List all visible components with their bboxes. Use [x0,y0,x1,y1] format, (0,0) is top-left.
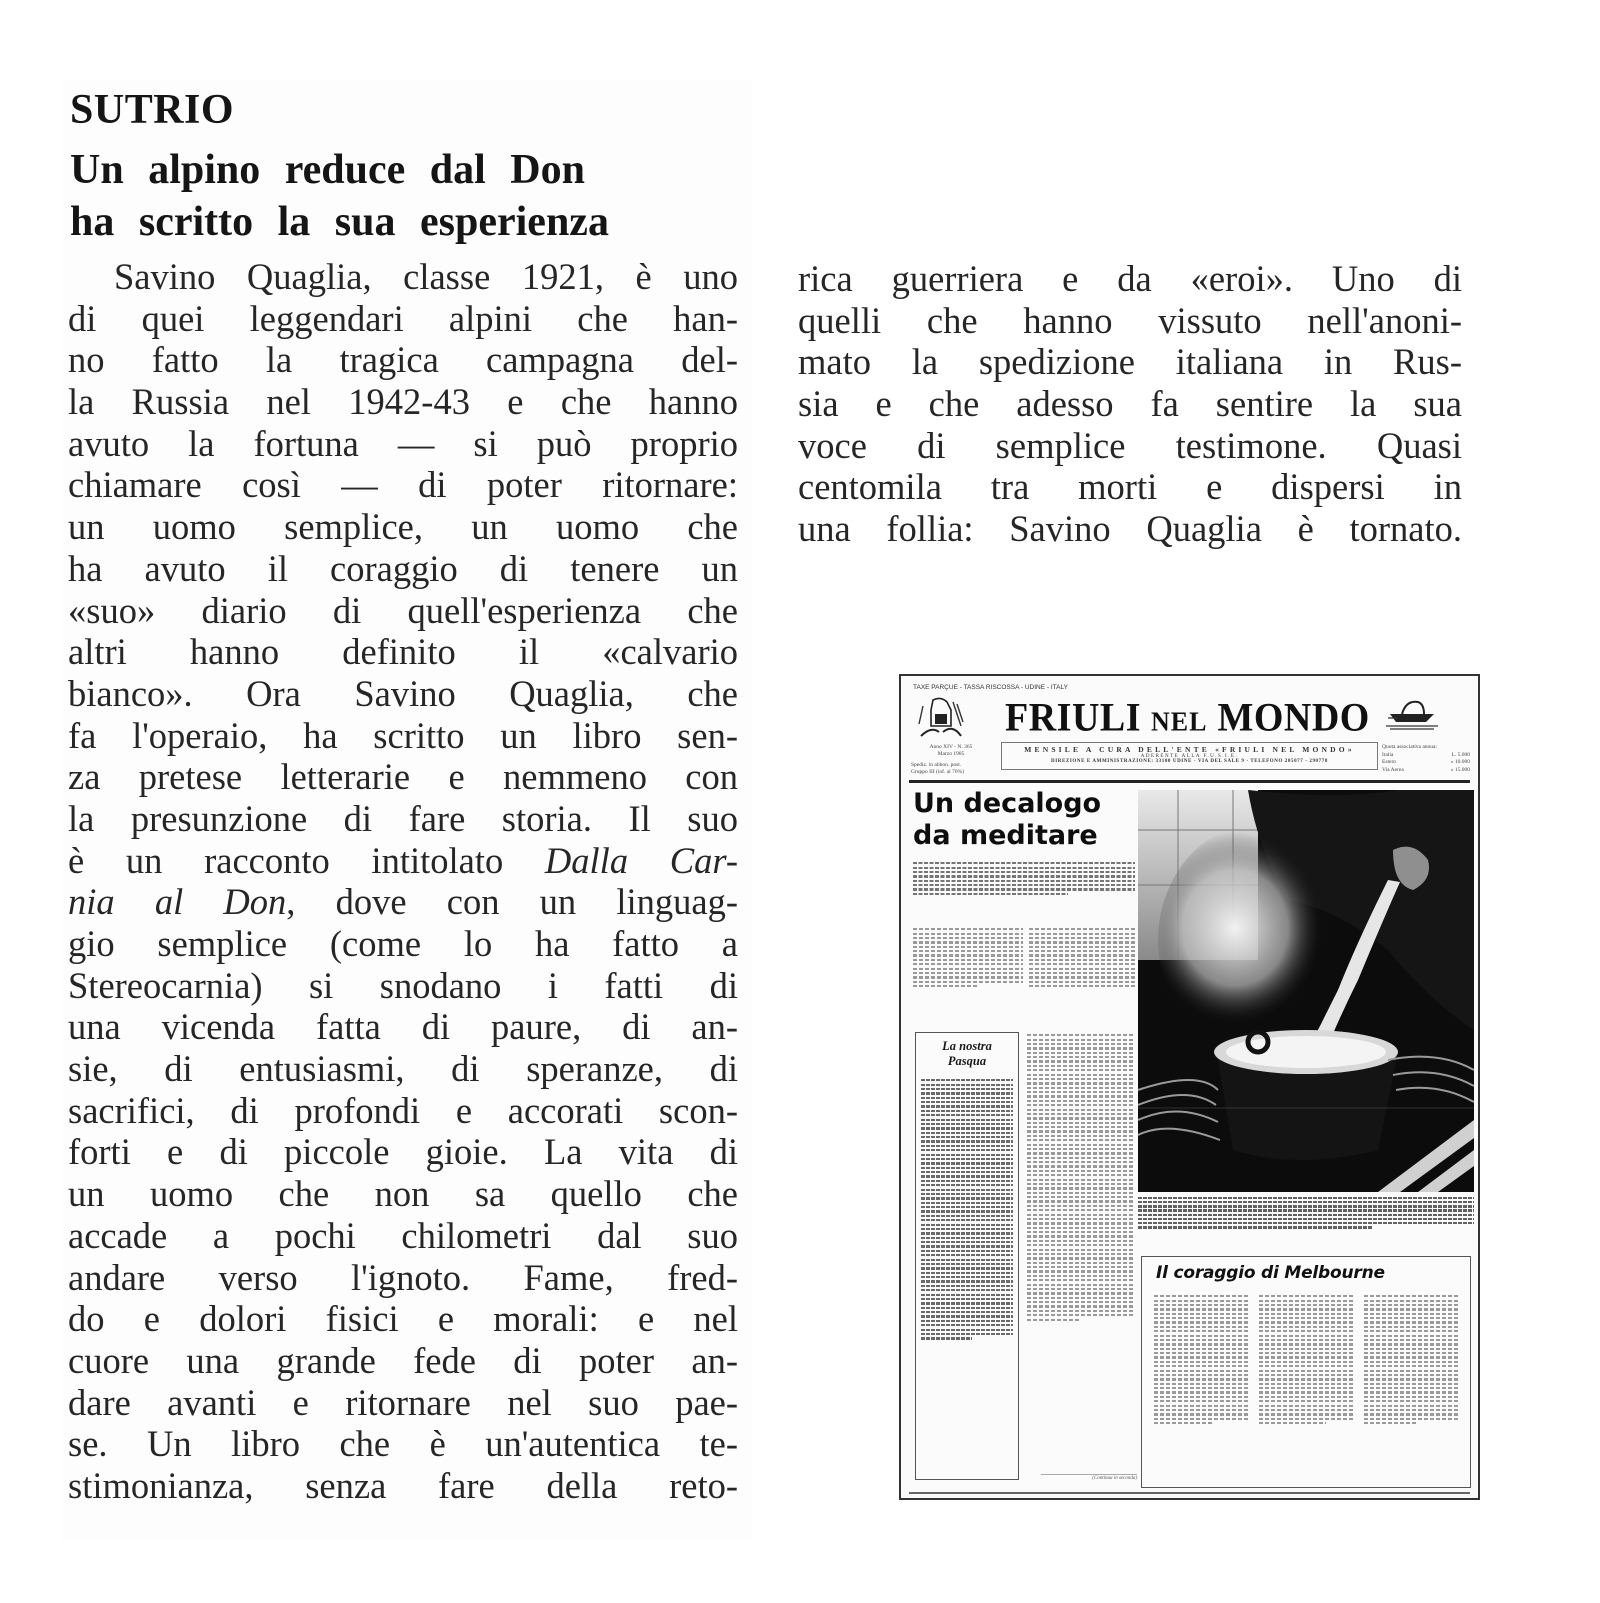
article-box-melbourne [1141,1256,1471,1488]
body-line: accade a pochi chilometri dal suo [68,1214,738,1256]
body-line: ha avuto il coraggio di tenere un [68,547,738,589]
article-kicker: SUTRIO [70,87,235,133]
headline-line-2: ha scritto la sua esperienza [70,199,609,245]
body-line: Savino Quaglia, classe 1921, è uno [114,256,738,297]
body-line: mato la spedizione italiana in Rus- [798,341,1462,383]
article-body-right [798,258,1462,550]
body-line: una vicenda fatta di paure, di an- [68,1006,738,1048]
body-line: altri hanno definito il «calvario [68,631,738,673]
postage-line: TAXE PARÇUE - TASSA RISCOSSA - UDINE - ITALY [913,684,1068,691]
body-line-book-title-cont: nia al Don, dove con un linguag- [68,881,738,923]
photo-caption [1138,1195,1474,1230]
body-line: do e dolori fisici e morali: e nel [68,1298,738,1340]
body-line: forti e di piccole gioie. La vita di [68,1131,738,1173]
lead-column-2 [1029,926,1135,989]
issue-info: Anno XIV - N. 365 Marzo 1985 Spediz. in abbon. post. Gruppo III (inf. al 70%) [911,744,973,775]
body-line: fa l'operaio, ha scritto un libro sen- [68,714,738,756]
body-line: centomila tra morti e dispersi in [798,466,1462,508]
body-line: chiamare così — di poter ritornare: [68,464,738,506]
newspaper-title: FRIULI NEL MONDO [1005,695,1370,741]
body-line: stimonianza, senza fare della reto- [68,1464,738,1506]
body-line: andare verso l'ignoto. Fame, fred- [68,1256,738,1298]
body-line: za pretese letterarie e nemmeno con [68,756,738,798]
subscription-info: Quota associativa annua: Italia L. 5.000 Estero » 10.000 Via Aerea » 15.000 [1382,744,1470,773]
article-headline [70,144,730,248]
photo-image [1138,790,1474,1192]
melbourne-headline: Il coraggio di Melbourne [1156,1263,1385,1283]
body-line: la presunzione di fare storia. Il suo [68,797,738,839]
page-bottom-rule [909,1492,1470,1494]
melbourne-column-1 [1154,1293,1250,1426]
body-line: cuore una grande fede di poter an- [68,1339,738,1381]
lead-intro [913,860,1135,897]
lead-column-1 [913,926,1023,989]
body-line: di quei leggendari alpini che han- [68,297,738,339]
body-line: un uomo che non sa quello che [68,1173,738,1215]
melbourne-column-3 [1364,1293,1460,1426]
melbourne-column-2 [1259,1293,1355,1426]
sidebar-box-pasqua [915,1032,1019,1480]
article-body-left [68,256,738,1507]
polenta-photo [1138,790,1474,1192]
headline-line-1: Un alpino reduce dal Don [70,147,585,193]
article-clipping [62,80,752,1540]
body-line: sacrifici, di profondi e accorati scon- [68,1089,738,1131]
body-line: voce di semplice testimone. Quasi [798,424,1462,466]
body-line: un uomo semplice, un uomo che [68,506,738,548]
body-line: una follia: Savino Quaglia è tornato. [798,508,1462,550]
masthead-subtitle-box: MENSILE A CURA DELL'ENTE «FRIULI NEL MONDO» ADERENTE ALLA F.U.S.I.E. DIREZIONE E AMMINISTRAZIONE: 33100 UDINE - VIA DEL SALE 9 - TELEFONO 205077 - 290778 [1001,742,1378,770]
masthead-rule [909,780,1470,783]
body-line: avuto la fortuna — si può proprio [68,422,738,464]
article-continuation [792,258,1472,558]
body-line: gio semplice (come lo ha fatto a [68,923,738,964]
body-line: rica guerriera e da «eroi». Uno di [798,258,1462,299]
lead-column-3 [1027,1032,1135,1323]
body-line: dare avanti e ritornare nel suo pae- [68,1381,738,1423]
body-line: se. Un libro che è un'autentica te- [68,1423,738,1465]
body-line: «suo» diario di quell'esperienza che [68,589,738,631]
body-line-book-title: è un racconto intitolato Dalla Car- [68,839,738,881]
body-line: sia e che adesso fa sentire la sua [798,383,1462,425]
continued-note: (Continua in seconda) [1041,1474,1137,1481]
boat-illustration-icon [1384,694,1440,730]
body-line: sie, di entusiasmi, di speranze, di [68,1048,738,1090]
body-line: no fatto la tragica campagna del- [68,339,738,381]
newspaper-front-page [899,674,1480,1500]
body-line: quelli che hanno vissuto nell'anoni- [798,299,1462,341]
body-line: bianco». Ora Savino Quaglia, che [68,672,738,714]
body-line: Stereocarnia) si snodano i fatti di [68,964,738,1006]
coat-of-arms-icon [917,696,965,740]
lead-headline: Un decalogo da meditare [913,788,1102,851]
body-line: la Russia nel 1942-43 e che hanno [68,381,738,423]
sidebar-title: La nostra Pasqua [942,1039,992,1068]
sidebar-body [921,1077,1013,1342]
